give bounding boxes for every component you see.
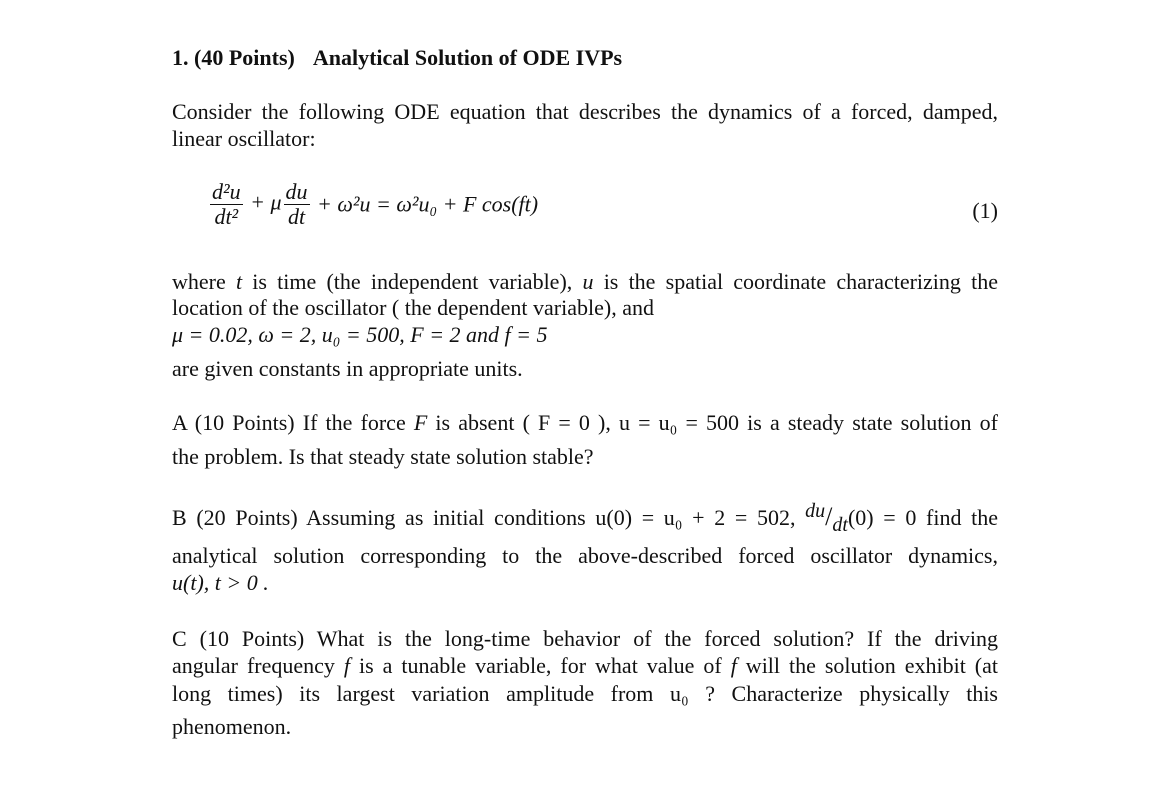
part-c-line-2: angular frequency f is a tunable variable, for what value of f will the solution exhibit (at [172,653,999,678]
part-b-line-3: u(t), t > 0 . [172,570,269,595]
problem-number: 1. (40 Points) [172,45,295,70]
equation-number: (1) [972,198,998,223]
problem-title: Analytical Solution of ODE IVPs [312,45,623,70]
ode-equation [208,180,998,242]
part-a-line-1: A (10 Points) If the force F is absent ( F = 0 ), u = u₀ = 500 is a steady state solution of [172,410,998,435]
part-c-line-3: long times) its largest variation amplitude from u₀ ? Characterize physically this [172,681,998,706]
derivative-slash-fraction: du/dt [805,500,848,536]
second-derivative-fraction: $\frac{\text{d²u}}{\text{dt²}}$ [212,179,241,229]
first-derivative-fraction: $\frac{du}{dt}$ [285,179,308,229]
equation-rest: + ω²u = ω²u₀ + F cos(ft) [311,191,539,217]
part-a-line-2: the problem. Is that steady state solution stable? [172,444,594,469]
constants-line: μ = 0.02, ω = 2, u₀ = 500, F = 2 and f = 5 [172,322,548,347]
problem-heading [172,44,998,71]
part-c-line-4: phenomenon. [172,714,292,739]
where-line-1: where t is time (the independent variable), u is the spatial coordinate characterizing the [172,269,998,294]
where-line-4: are given constants in appropriate units. [172,356,523,381]
intro-line-1: Consider the following ODE equation that describes the dynamics of a forced, damped, [172,99,998,124]
damping-term: + μ [244,189,282,215]
part-c-line-1: C (10 Points) What is the long-time behavior of the forced solution? If the driving [172,626,998,651]
part-b-line-1: B (20 Points) Assuming as initial conditions u(0) = u₀ + 2 = 502, du/dt(0) = 0 find the [172,500,998,536]
intro-line-2: linear oscillator: [172,126,316,151]
part-b-line-2: analytical solution corresponding to the above-described forced oscillator dynamics, [172,543,998,568]
where-line-2: location of the oscillator ( the dependent variable), and [172,295,654,320]
